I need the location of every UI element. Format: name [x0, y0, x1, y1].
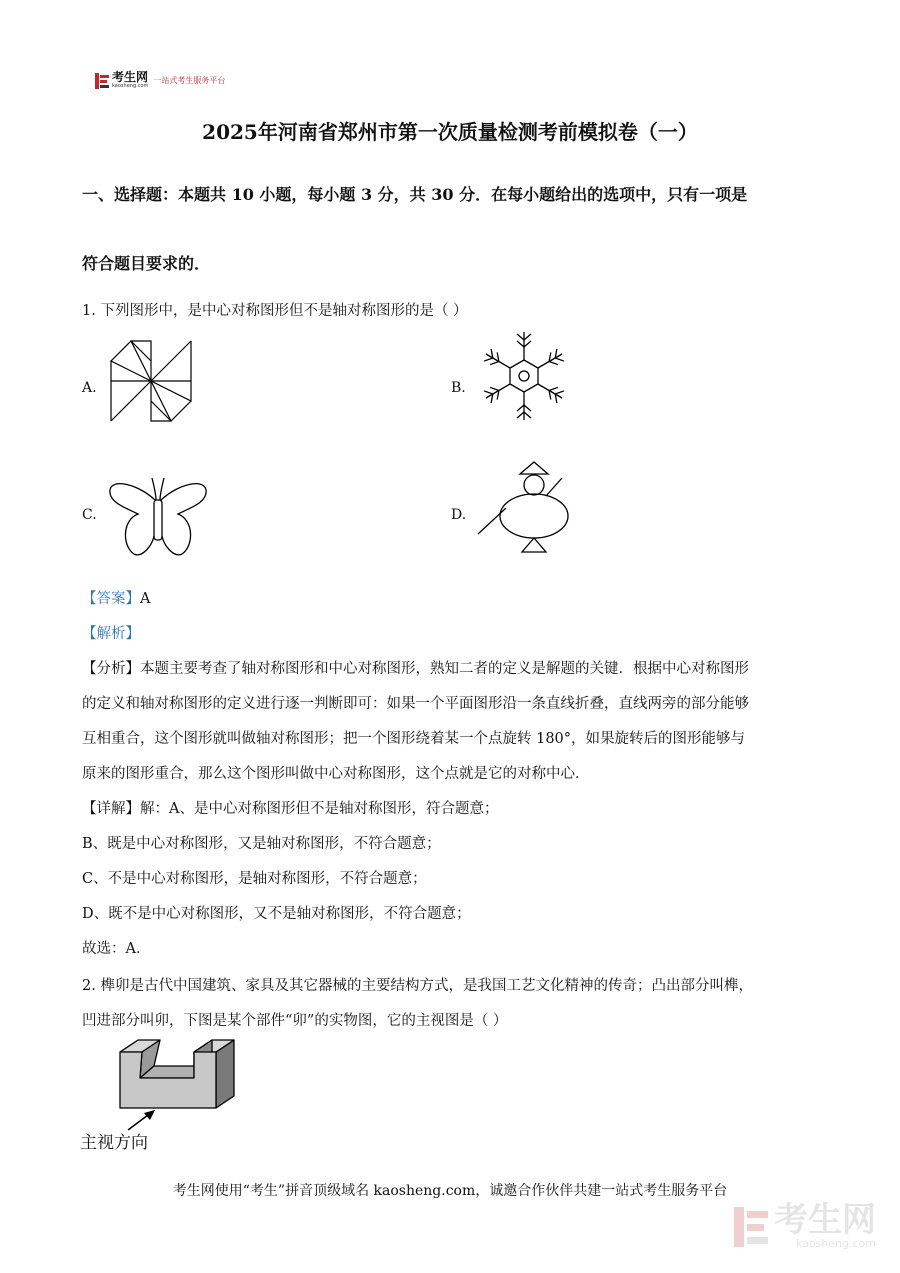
q1-answer-row	[82, 587, 150, 608]
q2-stem-line: 2. 榫卯是古代中国建筑、家具及其它器械的主要结构方式，是我国工艺文化精神的传奇；凸出部分叫榫，	[82, 978, 753, 994]
detail-line: B、既是中心对称图形，又是轴对称图形，不符合题意；	[82, 836, 441, 852]
header-logo	[95, 72, 225, 89]
analysis-line: 互相重合，这个图形就叫做轴对称图形；把一个图形绕着某一个点旋转 180°，如果旋转后的图形能够与	[82, 731, 746, 747]
watermark-logo-icon	[734, 1207, 768, 1247]
q1-option-a-label: A.	[82, 380, 97, 396]
footer-text: 考生网使用“考生”拼音顶级域名 kaosheng.com，诚邀合作伙伴共建一站式考生服务平台	[172, 1183, 728, 1199]
view-direction-label: 主视方向	[80, 1133, 148, 1153]
figure-d-bird	[476, 460, 580, 560]
section-heading-line-2: 符合题目要求的．	[82, 254, 211, 273]
figure-b-snowflake	[478, 330, 570, 422]
detail-line: D、既不是中心对称图形，又不是轴对称图形，不符合题意；	[82, 906, 471, 922]
analysis-line: 原来的图形重合，那么这个图形叫做中心对称图形，这个点就是它的对称中心．	[82, 766, 590, 782]
figure-a-pinwheel	[110, 340, 192, 422]
logo-slogan: 一站式考生服务平台	[153, 76, 226, 85]
analysis-line: 【分析】本题主要考查了轴对称图形和中心对称图形，熟知二者的定义是解题的关键．根据中心对称图形	[82, 661, 749, 677]
logo-icon	[95, 73, 109, 89]
detail-line: C、不是中心对称图形，是轴对称图形，不符合题意；	[82, 871, 427, 887]
q1-option-d-label: D.	[451, 507, 467, 523]
q2-stem-line: 凹进部分叫卯，下图是某个部件“卯”的实物图，它的主视图是（ ）	[82, 1013, 508, 1029]
detail-line: 故选：A．	[82, 941, 151, 957]
page-title: 2025年河南省郑州市第一次质量检测考前模拟卷（一）	[202, 120, 698, 144]
answer-value: A	[140, 591, 151, 607]
watermark-domain: kaosheng.com	[795, 1237, 876, 1250]
figure-q2-mortise-block	[118, 1038, 236, 1112]
section-heading-line-1: 一、选择题：本题共 10 小题，每小题 3 分，共 30 分．在每小题给出的选项中，只有一项是	[82, 185, 748, 204]
logo-domain: kaosheng.com	[112, 83, 149, 89]
figure-c-butterfly	[108, 476, 208, 558]
analysis-line: 的定义和轴对称图形的定义进行逐一判断即可：如果一个平面图形沿一条直线折叠，直线两旁的部分能够	[82, 696, 749, 712]
q1-option-c-label: C.	[82, 507, 97, 523]
watermark	[734, 1200, 876, 1250]
q1-stem: 1. 下列图形中，是中心对称图形但不是轴对称图形的是（ ）	[82, 303, 468, 319]
analysis-tag: 【解析】	[82, 626, 140, 642]
answer-tag: 【答案】	[82, 591, 140, 607]
watermark-name: 考生网	[774, 1200, 876, 1240]
detail-line: 【详解】解：A、是中心对称图形但不是轴对称图形，符合题意；	[82, 801, 499, 817]
logo-name: 考生网	[112, 70, 149, 84]
q1-option-b-label: B.	[451, 380, 466, 396]
